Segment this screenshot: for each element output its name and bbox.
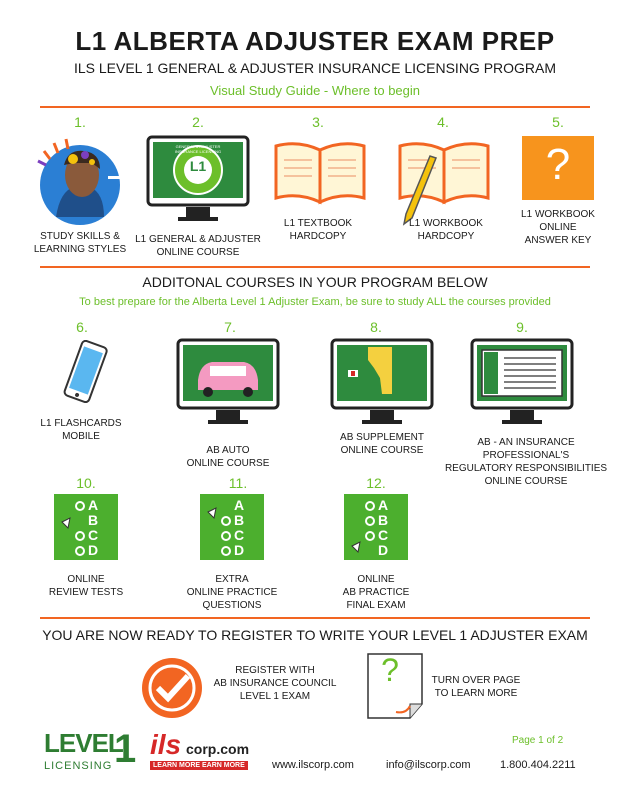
- ready-heading: YOU ARE NOW READY TO REGISTER TO WRITE YOUR LEVEL 1 ADJUSTER EXAM: [42, 627, 588, 643]
- step-caption: L1 WORKBOOK ONLINE ANSWER KEY: [521, 209, 595, 246]
- question-mark-icon: ?: [545, 140, 571, 189]
- step-number: 5.: [552, 114, 564, 130]
- course-caption: AB AUTO ONLINE COURSE: [186, 445, 270, 469]
- register-check-icon[interactable]: [140, 656, 204, 720]
- auto-course-monitor-icon: [176, 338, 280, 430]
- additional-heading: ADDITONAL COURSES IN YOUR PROGRAM BELOW: [142, 274, 488, 290]
- divider: [40, 617, 590, 619]
- course-number: 8.: [370, 319, 382, 335]
- course-caption: AB SUPPLEMENT ONLINE COURSE: [340, 432, 424, 456]
- website-link[interactable]: www.ilscorp.com: [272, 759, 354, 771]
- page-indicator: Page 1 of 2: [512, 735, 564, 746]
- level1-logo: LEVEL 1 LICENSING: [44, 727, 137, 772]
- practice-questions-icon: [200, 494, 264, 560]
- divider: [40, 106, 590, 108]
- divider: [40, 266, 590, 268]
- ils-logo[interactable]: ils corp.com LEARN MORE EARN MORE: [150, 729, 250, 769]
- pointer-icon: [348, 498, 378, 556]
- course-number: 9.: [516, 319, 528, 335]
- textbook-icon: [272, 138, 368, 208]
- page-title: L1 ALBERTA ADJUSTER EXAM PREP: [75, 26, 555, 56]
- turn-caption: TURN OVER PAGE TO LEARN MORE: [431, 675, 521, 699]
- step-caption: STUDY SKILLS & LEARNING STYLES: [33, 231, 127, 255]
- choice-list: A B C D: [378, 497, 389, 558]
- additional-note: To best prepare for the Alberta Level 1 Adjuster Exam, be sure to study ALL the courses provided: [79, 296, 551, 308]
- regulatory-monitor-icon: [470, 338, 574, 430]
- course-caption: AB - AN INSURANCE PROFESSIONAL'S REGULATORY RESPONSIBILITIES ONLINE COURSE: [444, 437, 608, 487]
- study-skills-head-icon: [30, 135, 130, 227]
- course-number: 6.: [76, 319, 88, 335]
- guide-label: Visual Study Guide - Where to begin: [209, 83, 421, 98]
- choice-list: A B C D: [234, 497, 245, 558]
- step-number: 4.: [437, 114, 449, 130]
- email-link[interactable]: info@ilscorp.com: [386, 759, 471, 771]
- pointer-icon: [204, 498, 234, 556]
- final-exam-icon: [344, 494, 408, 560]
- supplement-monitor-icon: [330, 338, 434, 430]
- test-caption: EXTRA ONLINE PRACTICE QUESTIONS: [186, 574, 278, 611]
- register-caption: REGISTER WITH AB INSURANCE COUNCIL LEVEL 1 EXAM: [213, 665, 337, 702]
- step-caption: L1 GENERAL & ADJUSTER ONLINE COURSE: [135, 234, 261, 258]
- step-number: 1.: [74, 114, 86, 130]
- badge-ring-text: GENERAL & ADJUSTER INSURANCE LICENSING: [174, 144, 222, 154]
- phone-number: 1.800.404.2211: [500, 759, 576, 771]
- mobile-phone-icon: [56, 340, 112, 406]
- step-number: 3.: [312, 114, 324, 130]
- test-number: 11.: [228, 475, 248, 491]
- course-caption: L1 FLASHCARDS MOBILE: [40, 418, 122, 442]
- step-number: 2.: [192, 114, 204, 130]
- test-number: 10.: [76, 475, 96, 491]
- review-tests-icon: [54, 494, 118, 560]
- pointer-icon: [58, 498, 88, 556]
- page-subtitle: ILS LEVEL 1 GENERAL & ADJUSTER INSURANCE LICENSING PROGRAM: [73, 60, 557, 76]
- test-number: 12.: [366, 475, 386, 491]
- choice-list: A B C D: [88, 497, 99, 558]
- step-caption: L1 TEXTBOOK HARDCOPY: [283, 218, 353, 242]
- course-number: 7.: [224, 319, 236, 335]
- test-caption: ONLINE AB PRACTICE FINAL EXAM: [342, 574, 410, 611]
- page-question-icon: ?: [381, 652, 399, 688]
- workbook-pencil-icon: [396, 138, 496, 228]
- badge-center-text: L1: [189, 158, 207, 174]
- step-caption: L1 WORKBOOK HARDCOPY: [409, 218, 483, 242]
- test-caption: ONLINE REVIEW TESTS: [48, 574, 124, 598]
